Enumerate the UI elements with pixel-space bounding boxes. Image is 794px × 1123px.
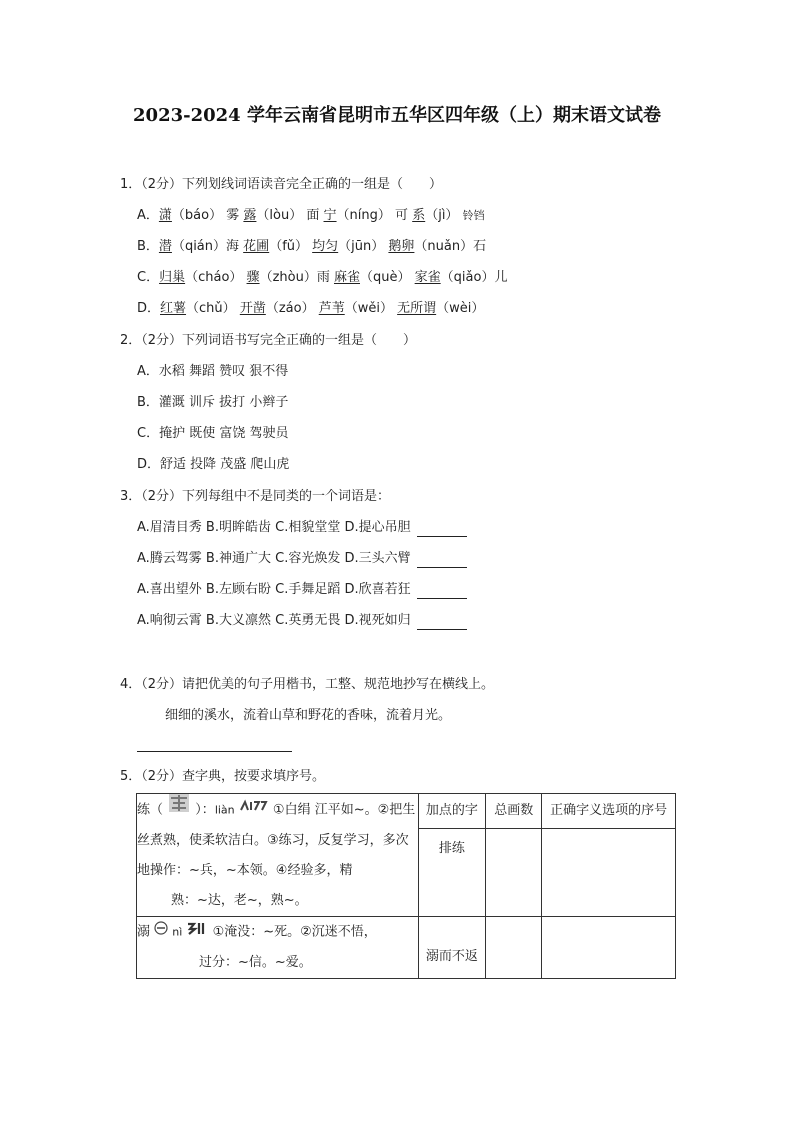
answer-blank[interactable] — [417, 553, 467, 568]
header-stroke-count: 总画数 — [486, 794, 542, 829]
writing-line[interactable] — [137, 751, 292, 752]
question-2-option-c[interactable]: C．掩护 既使 富饶 驾驶员 — [137, 426, 289, 441]
word-cell: 排练 — [418, 829, 486, 917]
header-dotted-char: 加点的字 — [418, 794, 486, 829]
question-1-option-b[interactable]: B．潜（qián）海 花圃（fǔ） 均匀（jūn） 鹅卵（nuǎn）石 — [137, 239, 487, 254]
word-cell: 溺而不返 — [418, 917, 486, 979]
question-3-row: A.眉清目秀 B.明眸皓齿 C.相貌堂堂 D.提心吊胆 — [137, 519, 467, 537]
answer-blank[interactable] — [417, 615, 467, 630]
page-title: 2023-2024 学年云南省昆明市五华区四年级（上）期末语文试卷 — [133, 105, 661, 126]
question-2-option-a[interactable]: A．水稻 舞蹈 赞叹 狠不得 — [137, 364, 289, 379]
question-4-stem: 4．（2分）请把优美的句子用楷书，工整、规范地抄写在横线上。 — [120, 677, 495, 692]
answer-cell[interactable] — [486, 917, 542, 979]
header-meaning-number: 正确字义选项的序号 — [542, 794, 676, 829]
answer-blank[interactable] — [417, 584, 467, 599]
question-2-stem: 2．（2分）下列词语书写完全正确的一组是（ ） — [120, 333, 417, 348]
question-2-option-d[interactable]: D．舒适 投降 茂盛 爬山虎 — [137, 457, 290, 472]
question-3-stem: 3．（2分）下列每组中不是同类的一个词语是： — [120, 489, 391, 504]
stroke-count-image — [186, 917, 208, 947]
question-1-option-c[interactable]: C．归巢（cháo） 骤（zhòu）雨 麻雀（què） 家雀（qiǎo）儿 — [137, 270, 508, 285]
question-3-row: A.腾云驾雾 B.神通广大 C.容光焕发 D.三头六臂 — [137, 550, 467, 568]
answer-cell[interactable] — [542, 917, 676, 979]
question-2-option-b[interactable]: B．灌溉 训斥 拔打 小辫子 — [137, 395, 289, 410]
answer-cell[interactable] — [486, 829, 542, 917]
answer-blank[interactable] — [417, 522, 467, 537]
character-image — [167, 794, 191, 826]
question-3-row: A.喜出望外 B.左顾右盼 C.手舞足蹈 D.欣喜若狂 — [137, 581, 467, 599]
stroke-count-image — [239, 795, 269, 825]
copy-sentence: 细细的溪水，流着山草和野花的香味，流着月光。 — [165, 708, 452, 723]
circled-minus-icon — [154, 917, 168, 947]
question-3-row: A.响彻云霄 B.大义凛然 C.英勇无畏 D.视死如归 — [137, 612, 467, 630]
entry-lian: 练（ ）：liàn ①白绢 江平如~。②把生丝煮熟，使柔软洁白。③练习，反复学习，多次地操作：~兵，~本领。④经验多，精 熟：~达，老~，熟~。 — [137, 794, 419, 917]
question-1-option-a[interactable]: A．潇（báo） 雾 露（lòu） 面 宁（níng） 可 系（jì） 铃铛 — [137, 208, 485, 223]
question-5-stem: 5．（2分）查字典，按要求填序号。 — [120, 769, 326, 784]
question-1-option-d[interactable]: D．红薯（chǔ） 开凿（záo） 芦苇（wěi） 无所谓（wèi） — [137, 301, 485, 316]
question-1-stem: 1．（2分）下列划线词语读音完全正确的一组是（ ） — [120, 177, 443, 192]
dictionary-table — [136, 793, 676, 979]
answer-cell[interactable] — [542, 829, 676, 917]
entry-ni: 溺 nì ①淹没：~死。②沉迷不悟， 过分：~信。~爱。 — [137, 917, 419, 979]
